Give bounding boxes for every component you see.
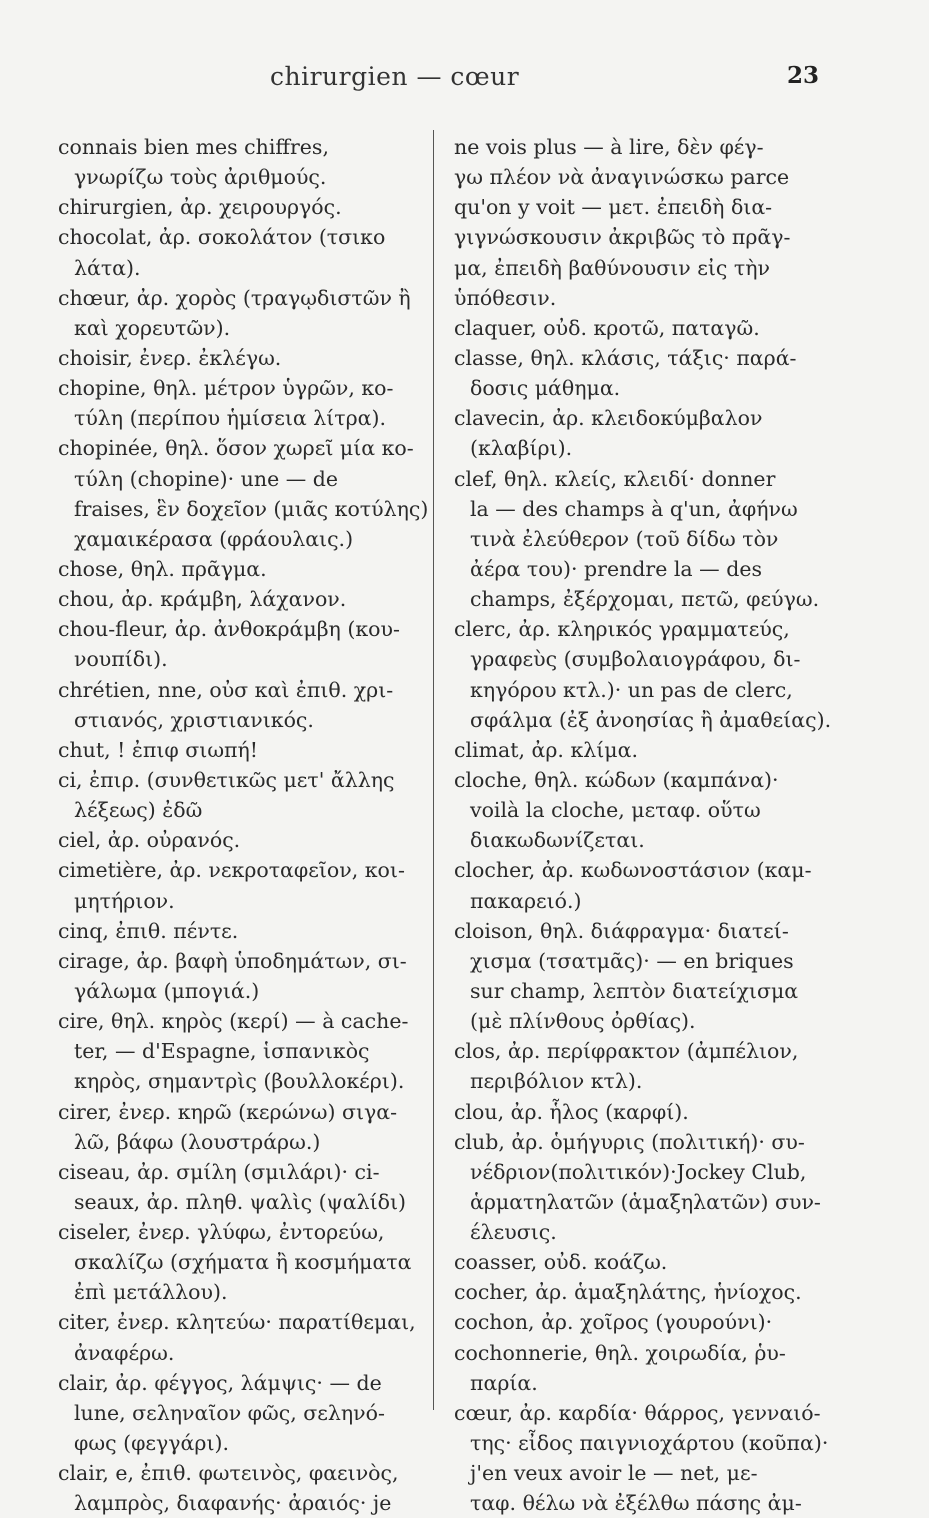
dictionary-line: ὑπόθεσιν. <box>454 285 557 310</box>
dictionary-line: chou-fleur, ἀρ. ἀνθοκράμβη (κου- <box>58 617 400 642</box>
dictionary-line: λαμπρὸς, διαφανής· ἀραιός· je <box>74 1491 392 1516</box>
dictionary-line: clavecin, ἀρ. κλειδοκύμβαλον <box>454 406 763 431</box>
dictionary-line: la — des champs à q'un, ἀφήνω <box>470 496 798 521</box>
dictionary-line: choisir, ἐνερ. ἐκλέγω. <box>58 345 282 370</box>
dictionary-line: σφάλμα (ἐξ ἀνοησίας ἢ ἀμαθείας). <box>470 707 832 732</box>
page-title: chirurgien — cœur <box>270 62 520 91</box>
dictionary-line: πακαρειό.) <box>470 888 582 913</box>
dictionary-line: clou, ἀρ. ἧλος (καρφί). <box>454 1099 689 1124</box>
dictionary-line: τύλη (περίπου ἡμίσεια λίτρα). <box>74 406 387 431</box>
dictionary-line: cochonnerie, θηλ. χοιρωδία, ῥυ- <box>454 1340 786 1365</box>
dictionary-line: clair, e, ἐπιθ. φωτεινὸς, φαεινὸς, <box>58 1461 399 1486</box>
dictionary-line: ἀναφέρω. <box>74 1340 175 1365</box>
dictionary-line: fraises, ἓν δοχεῖον (μιᾶς κοτύλης) <box>74 496 429 521</box>
dictionary-line: chut, ! ἐπιφ σιωπή! <box>58 737 259 762</box>
dictionary-line: chose, θηλ. πρᾶγμα. <box>58 556 267 581</box>
dictionary-line: clair, ἀρ. φέγγος, λάμψις· — de <box>58 1370 382 1395</box>
dictionary-line: chopinée, θηλ. ὅσον χωρεῖ μία κο- <box>58 436 414 461</box>
dictionary-line: cloche, θηλ. κώδων (καμπάνα)· <box>454 767 779 792</box>
left-column <box>58 132 430 1518</box>
dictionary-line: γω πλέον νὰ ἀναγινώσκω parce <box>454 165 790 190</box>
dictionary-line: τινὰ ἐλεύθερον (τοῦ δίδω τὸν <box>470 526 779 551</box>
dictionary-line: δοσις μάθημα. <box>470 376 621 401</box>
dictionary-line: μα, ἐπειδὴ βαθύνουσιν εἰς τὴν <box>454 255 770 280</box>
dictionary-line: χισμα (τσατμᾶς)· — en briques <box>470 948 794 973</box>
dictionary-line: ἁρματηλατῶν (ἁμαξηλατῶν) συν- <box>470 1189 821 1214</box>
dictionary-line: chou, ἀρ. κράμβη, λάχανον. <box>58 587 347 612</box>
dictionary-line: παρία. <box>470 1370 538 1395</box>
dictionary-line: citer, ἐνερ. κλητεύω· παρατίθεμαι, <box>58 1310 416 1335</box>
dictionary-line: καὶ χορευτῶν). <box>74 315 231 340</box>
dictionary-line: διακωδωνίζεται. <box>470 828 645 853</box>
dictionary-line: περιβόλιον κτλ). <box>470 1069 643 1094</box>
dictionary-line: γραφεὺς (συμβολαιογράφου, δι- <box>470 647 801 672</box>
page-number: 23 <box>787 62 820 89</box>
dictionary-line: χαμαικέρασα (φράουλαις.) <box>74 526 354 551</box>
dictionary-line: cœur, ἀρ. καρδία· θάρρος, γενναιό- <box>454 1400 821 1425</box>
dictionary-line: νέδριον(πολιτικόν)·Jockey Club, <box>470 1159 807 1184</box>
dictionary-line: cirer, ἐνερ. κηρῶ (κερώνω) σιγα- <box>58 1099 398 1124</box>
dictionary-line: cinq, ἐπιθ. πέντε. <box>58 918 239 943</box>
dictionary-line: ne vois plus — à lire, δὲν φέγ- <box>454 135 764 159</box>
dictionary-line: φως (φεγγάρι). <box>74 1431 229 1456</box>
dictionary-line: ἀέρα του)· prendre la — des <box>470 556 762 581</box>
dictionary-line: coasser, οὐδ. κοάζω. <box>454 1250 668 1275</box>
dictionary-line: γάλωμα (μπογιά.) <box>74 978 260 1003</box>
dictionary-line: climat, ἀρ. κλίμα. <box>454 737 638 762</box>
dictionary-line: (κλαβίρι). <box>470 436 573 461</box>
dictionary-line: λέξεως) ἐδῶ <box>74 798 203 823</box>
dictionary-line: ci, ἐπιρ. (συνθετικῶς μετ' ἄλλης <box>58 767 395 792</box>
dictionary-line: connais bien mes chiffres, <box>58 135 329 159</box>
dictionary-line: cloison, θηλ. διάφραγμα· διατεί- <box>454 918 789 943</box>
dictionary-line: ciseler, ἐνερ. γλύφω, ἐντορεύω, <box>58 1220 385 1245</box>
dictionary-line: voilà la cloche, μεταφ. οὕτω <box>470 798 761 823</box>
dictionary-line: σκαλίζω (σχήματα ἢ κοσμήματα <box>74 1250 412 1275</box>
dictionary-line: chœur, ἀρ. χορὸς (τραγῳδιστῶν ἢ <box>58 285 411 310</box>
dictionary-line: clerc, ἀρ. κληρικός γραμματεύς, <box>454 617 790 642</box>
dictionary-line: cimetière, ἀρ. νεκροταφεῖον, κοι- <box>58 858 405 883</box>
dictionary-line: classe, θηλ. κλάσις, τάξις· παρά- <box>454 345 797 370</box>
dictionary-line: στιανός, χριστιανικός. <box>74 707 314 732</box>
dictionary-line: seaux, ἀρ. πληθ. ψαλὶς (ψαλίδι) <box>74 1189 406 1214</box>
dictionary-line: κηρὸς, σημαντρὶς (βουλλοκέρι). <box>74 1069 405 1094</box>
dictionary-line: chopine, θηλ. μέτρον ὑγρῶν, κο- <box>58 376 394 401</box>
right-column <box>454 132 846 1518</box>
dictionary-line: τύλη (chopine)· une — de <box>74 466 338 491</box>
dictionary-line: της· εἶδος παιγνιοχάρτου (κοῦπα)· <box>470 1431 829 1456</box>
dictionary-line: γνωρίζω τοὺς ἀριθμούς. <box>74 165 327 190</box>
running-header <box>0 62 929 98</box>
dictionary-line: ἐπὶ μετάλλου). <box>74 1280 228 1305</box>
dictionary-line: λῶ, βάφω (λουστράρω.) <box>74 1129 321 1154</box>
dictionary-line: cocher, ἀρ. ἁμαξηλάτης, ἡνίοχος. <box>454 1280 802 1305</box>
dictionary-line: γιγνώσκουσιν ἀκριβῶς τὸ πρᾶγ- <box>454 225 791 250</box>
dictionary-line: lune, σεληναῖον φῶς, σεληνό- <box>74 1400 385 1425</box>
dictionary-line: claquer, οὐδ. κροτῶ, παταγῶ. <box>454 315 760 340</box>
dictionary-line: μητήριον. <box>74 888 175 913</box>
dictionary-line: ter, — d'Espagne, ἱσπανικὸς <box>74 1039 370 1064</box>
column-divider <box>433 130 434 1410</box>
dictionary-line: λάτα). <box>74 255 141 280</box>
dictionary-line: cirage, ἀρ. βαφὴ ὑποδημάτων, σι- <box>58 948 407 973</box>
dictionary-line: clocher, ἀρ. κωδωνοστάσιον (καμ- <box>454 858 812 883</box>
dictionary-line: (μὲ πλίνθους ὀρθίας). <box>470 1009 696 1034</box>
dictionary-line: qu'on y voit — μετ. ἐπειδὴ δια- <box>454 195 773 220</box>
dictionary-line: sur champ, λεπτὸν διατείχισμα <box>470 978 799 1003</box>
dictionary-line: chirurgien, ἀρ. χειρουργός. <box>58 195 342 220</box>
dictionary-line: chrétien, nne, οὐσ καὶ ἐπιθ. χρι- <box>58 677 394 702</box>
dictionary-line: cire, θηλ. κηρὸς (κερί) — à cache- <box>58 1009 409 1034</box>
dictionary-line: ciseau, ἀρ. σμίλη (σμιλάρι)· ci- <box>58 1159 380 1184</box>
dictionary-line: j'en veux avoir le — net, με- <box>470 1461 758 1486</box>
dictionary-line: κηγόρου κτλ.)· un pas de clerc, <box>470 677 793 702</box>
dictionary-line: ciel, ἀρ. οὐρανός. <box>58 828 241 853</box>
dictionary-line: club, ἀρ. ὁμήγυρις (πολιτική)· συ- <box>454 1129 805 1154</box>
dictionary-line: νουπίδι). <box>74 647 168 672</box>
dictionary-line: έλευσις. <box>470 1220 557 1245</box>
dictionary-line: ταφ. θέλω νὰ ἐξέλθω πάσης ἀμ- <box>470 1491 802 1516</box>
dictionary-line: champs, ἐξέρχομαι, πετῶ, φεύγω. <box>470 587 820 612</box>
dictionary-line: clef, θηλ. κλείς, κλειδί· donner <box>454 466 776 491</box>
dictionary-line: chocolat, ἀρ. σοκολάτον (τσικο <box>58 225 386 250</box>
dictionary-line: clos, ἀρ. περίφρακτον (ἀμπέλιον, <box>454 1039 799 1064</box>
dictionary-line: cochon, ἀρ. χοῖρος (γουρούνι)· <box>454 1310 773 1335</box>
